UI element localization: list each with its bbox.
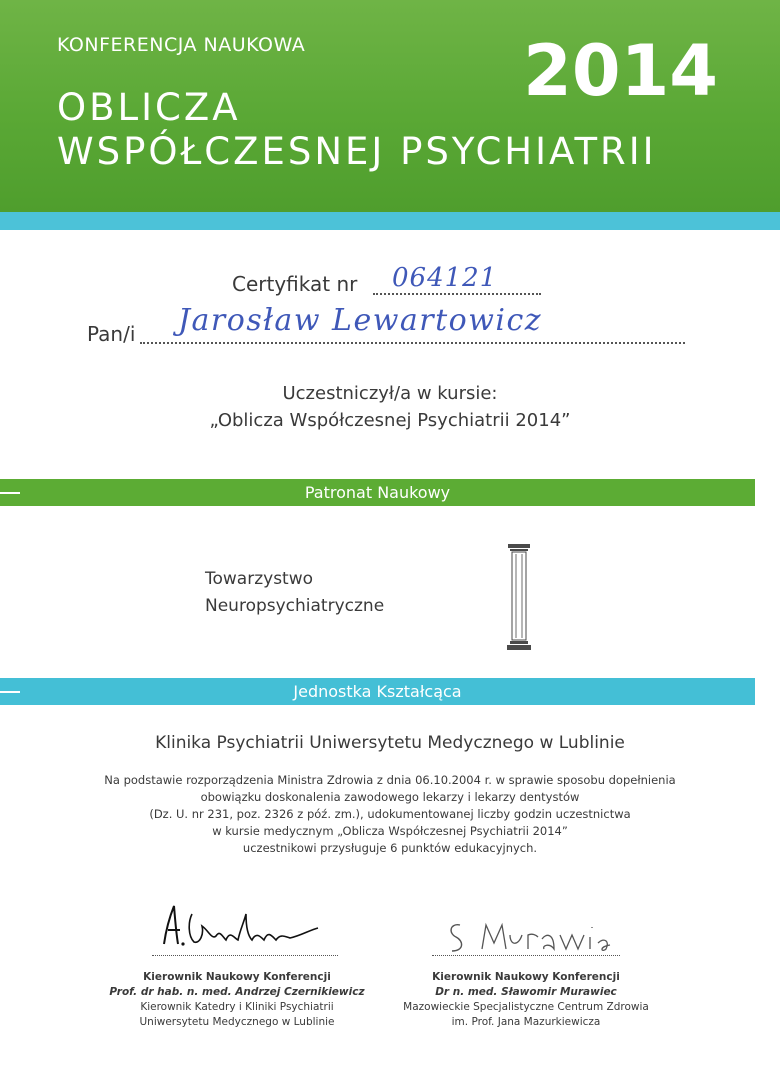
signatory-affiliation: Uniwersytetu Medycznego w Lublinie <box>139 1016 335 1028</box>
signatory-affiliation: Kierownik Katedry i Kliniki Psychiatrii <box>140 1001 334 1013</box>
signatory-left <box>87 970 387 1030</box>
column-logo-icon <box>505 543 533 651</box>
legal-line: (Dz. U. nr 231, poz. 2326 z póź. zm.), udokumentowanej liczby godzin uczestnictwa <box>149 807 631 821</box>
signature-line-left <box>152 955 338 956</box>
legal-line: Na podstawie rozporządzenia Ministra Zdrowia z dnia 06.10.2004 r. w sprawie sposobu dopełnienia <box>104 773 676 787</box>
signatory-name: Dr n. med. Sławomir Murawiec <box>435 986 617 998</box>
signatory-role: Kierownik Naukowy Konferencji <box>432 971 620 983</box>
legal-line: obowiązku doskonalenia zawodowego lekarzy i lekarzy dentystów <box>200 790 580 804</box>
header-banner <box>0 0 780 212</box>
event-type: KONFERENCJA NAUKOWA <box>57 34 306 56</box>
signatory-role: Kierownik Naukowy Konferencji <box>143 971 331 983</box>
legal-line: uczestnikowi przysługuje 6 punktów edukacyjnych. <box>242 841 538 855</box>
certificate-label: Certyfikat nr <box>232 272 358 296</box>
signatory-name: Prof. dr hab. n. med. Andrzej Czernikiewicz <box>109 986 365 998</box>
signature-right <box>442 915 612 957</box>
signatory-right <box>376 970 676 1030</box>
society-name-line-1: Towarzystwo <box>205 569 314 589</box>
signatory-affiliation: im. Prof. Jana Mazurkiewicza <box>451 1016 601 1028</box>
conference-title-line-2: WSPÓŁCZESNEJ PSYCHIATRII <box>57 130 657 173</box>
legal-line: w kursie medycznym „Oblicza Współczesnej Psychiatrii 2014” <box>212 824 568 838</box>
patron-society <box>205 566 384 620</box>
conference-title-line-1: OBLICZA <box>57 86 241 129</box>
signatory-affiliation: Mazowieckie Specjalistyczne Centrum Zdrowia <box>403 1001 649 1013</box>
certificate-number-dotted-line <box>373 293 541 295</box>
training-unit-title: Jednostka Kształcąca <box>293 682 462 701</box>
course-intro: Uczestniczył/a w kursie: <box>282 383 498 404</box>
patronage-band <box>0 479 755 506</box>
training-unit-name: Klinika Psychiatrii Uniwersytetu Medycznego w Lublinie <box>155 733 625 753</box>
certificate-number: 064121 <box>392 263 498 293</box>
training-unit-band <box>0 678 755 705</box>
course-name: „Oblicza Współczesnej Psychiatrii 2014” <box>209 410 571 431</box>
recipient-name: Jarosław Lewartowicz <box>178 303 543 338</box>
recipient-dotted-line <box>140 342 685 344</box>
conference-year: 2014 <box>523 30 718 112</box>
society-name-line-2: Neuropsychiatryczne <box>205 596 385 616</box>
recipient-label: Pan/i <box>87 322 136 346</box>
patronage-title: Patronat Naukowy <box>304 483 451 502</box>
signature-left <box>150 900 320 950</box>
legal-text <box>0 772 780 857</box>
signature-line-right <box>432 955 620 956</box>
header-accent-strip <box>0 212 780 230</box>
